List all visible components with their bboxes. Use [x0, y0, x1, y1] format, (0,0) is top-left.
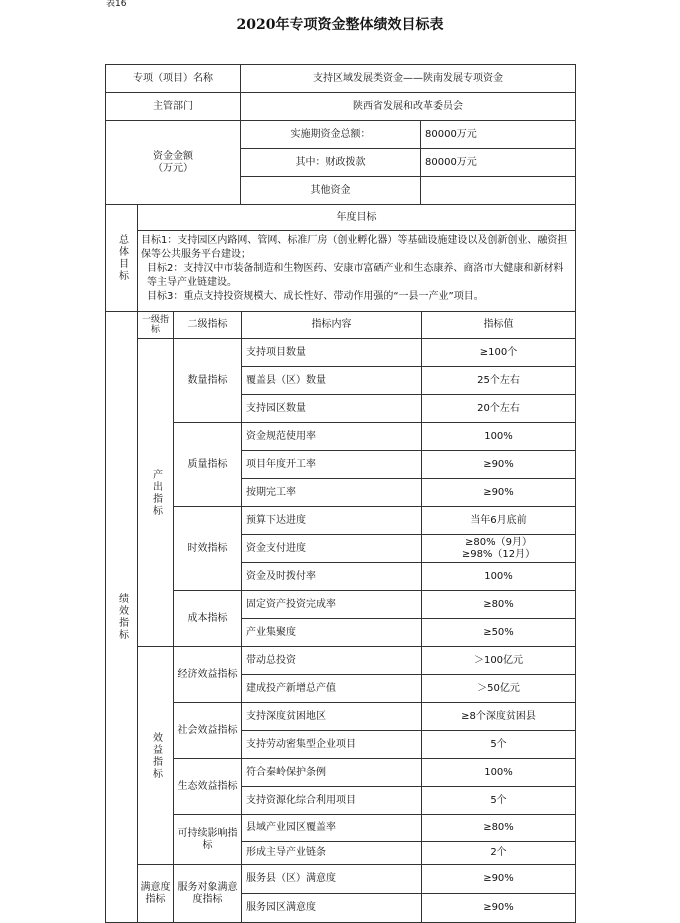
funds-other-label: 其他资金 [240, 176, 421, 205]
indicator-content: 县域产业园区覆盖率 [241, 814, 422, 842]
indicator-content: 支持园区数量 [241, 394, 422, 423]
indicator-content: 服务园区满意度 [241, 893, 422, 923]
indicator-value: ≥8个深度贫困县 [421, 702, 576, 731]
indicator-value: 20个左右 [421, 394, 576, 423]
project-name-value: 支持区域发展类资金——陕南发展专项资金 [240, 64, 576, 93]
cost-indicator-label: 成本指标 [173, 590, 242, 647]
benefit-indicator-label: 效益指标 [137, 646, 174, 865]
indicator-content: 资金支付进度 [241, 534, 422, 563]
indicator-content: 建成投产新增总产值 [241, 674, 422, 703]
funds-fiscal-label: 其中：财政拨款 [240, 148, 421, 177]
funds-fiscal-value: 80000万元 [420, 148, 576, 177]
indicator-value: 2个 [421, 841, 576, 865]
indicator-content: 资金规范使用率 [241, 422, 422, 451]
performance-indicator-label: 绩效指标 [105, 311, 138, 923]
indicator-value: ≥80%（9月） ≥98%（12月） [421, 534, 576, 563]
indicator-content: 符合秦岭保护条例 [241, 758, 422, 787]
indicator-value: 100% [421, 562, 576, 591]
indicator-content: 支持项目数量 [241, 338, 422, 367]
ecological-benefit-label: 生态效益指标 [173, 758, 242, 815]
economic-benefit-label: 经济效益指标 [173, 646, 242, 703]
indicator-value: 5个 [421, 786, 576, 815]
indicator-content: 预算下达进度 [241, 506, 422, 535]
funds-label: 资金金额 （万元） [105, 120, 241, 205]
indicator-value: ≥80% [421, 814, 576, 842]
project-name-label: 专项（项目）名称 [105, 64, 241, 93]
col-level1: 一级指标 [137, 311, 174, 339]
goal-2: 目标2：支持汉中市装备制造和生物医药、安康市富硒产业和生态康养、商洛市大健康和新材料等主导产业链建设。 [147, 263, 564, 288]
indicator-content: 支持资源化综合利用项目 [241, 786, 422, 815]
indicator-value: 当年6月底前 [421, 506, 576, 535]
quality-indicator-label: 质量指标 [173, 422, 242, 507]
indicator-content: 形成主导产业链条 [241, 841, 422, 865]
sustainable-impact-label: 可持续影响指标 [173, 814, 242, 865]
annual-goal-label: 年度目标 [137, 204, 576, 231]
indicator-value: 100% [421, 758, 576, 787]
goal-1: 目标1：支持园区内路网、管网、标准厂房（创业孵化器）等基础设施建设以及创新创业、融资担保等公共服务平台建设； [141, 235, 568, 260]
indicator-content: 项目年度开工率 [241, 450, 422, 479]
indicator-value: ≥50% [421, 618, 576, 647]
indicator-value: ≥90% [421, 450, 576, 479]
funds-other-value [420, 176, 576, 205]
indicator-value: ＞50亿元 [421, 674, 576, 703]
indicator-value: ≥90% [421, 478, 576, 507]
satisfaction-indicator-label: 满意度指标 [137, 864, 174, 923]
department-value: 陕西省发展和改革委员会 [240, 92, 576, 121]
page-title: 2020年专项资金整体绩效目标表 [236, 17, 444, 33]
output-indicator-label: 产出指标 [137, 338, 174, 647]
department-label: 主管部门 [105, 92, 241, 121]
col-content: 指标内容 [241, 311, 422, 339]
col-level2: 二级指标 [173, 311, 242, 339]
indicator-value: ≥90% [421, 864, 576, 894]
indicator-value: ≥90% [421, 893, 576, 923]
quantity-indicator-label: 数量指标 [173, 338, 242, 423]
funds-total-value: 80000万元 [420, 120, 576, 149]
indicator-content: 支持深度贫困地区 [241, 702, 422, 731]
funds-total-label: 实施期资金总额： [240, 120, 421, 149]
indicator-value: ＞100亿元 [421, 646, 576, 675]
indicator-content: 固定资产投资完成率 [241, 590, 422, 619]
indicator-value: 100% [421, 422, 576, 451]
goal-3: 目标3：重点支持投资规模大、成长性好、带动作用强的“一县一产业”项目。 [147, 291, 484, 302]
overall-goal-label: 总体目标 [105, 204, 138, 312]
indicator-content: 覆盖县（区）数量 [241, 366, 422, 395]
table-number: 表16 [106, 0, 127, 9]
timeliness-indicator-label: 时效指标 [173, 506, 242, 591]
indicator-content: 带动总投资 [241, 646, 422, 675]
col-value: 指标值 [421, 311, 576, 339]
indicator-content: 产业集聚度 [241, 618, 422, 647]
indicator-content: 支持劳动密集型企业项目 [241, 730, 422, 759]
indicator-value: ≥80% [421, 590, 576, 619]
indicator-content: 服务县（区）满意度 [241, 864, 422, 894]
service-satisfaction-label: 服务对象满意度指标 [173, 864, 242, 923]
indicator-value: 25个左右 [421, 366, 576, 395]
annual-goal-text [137, 230, 576, 312]
indicator-content: 按期完工率 [241, 478, 422, 507]
social-benefit-label: 社会效益指标 [173, 702, 242, 759]
indicator-value: 5个 [421, 730, 576, 759]
indicator-content: 资金及时拨付率 [241, 562, 422, 591]
indicator-value: ≥100个 [421, 338, 576, 367]
